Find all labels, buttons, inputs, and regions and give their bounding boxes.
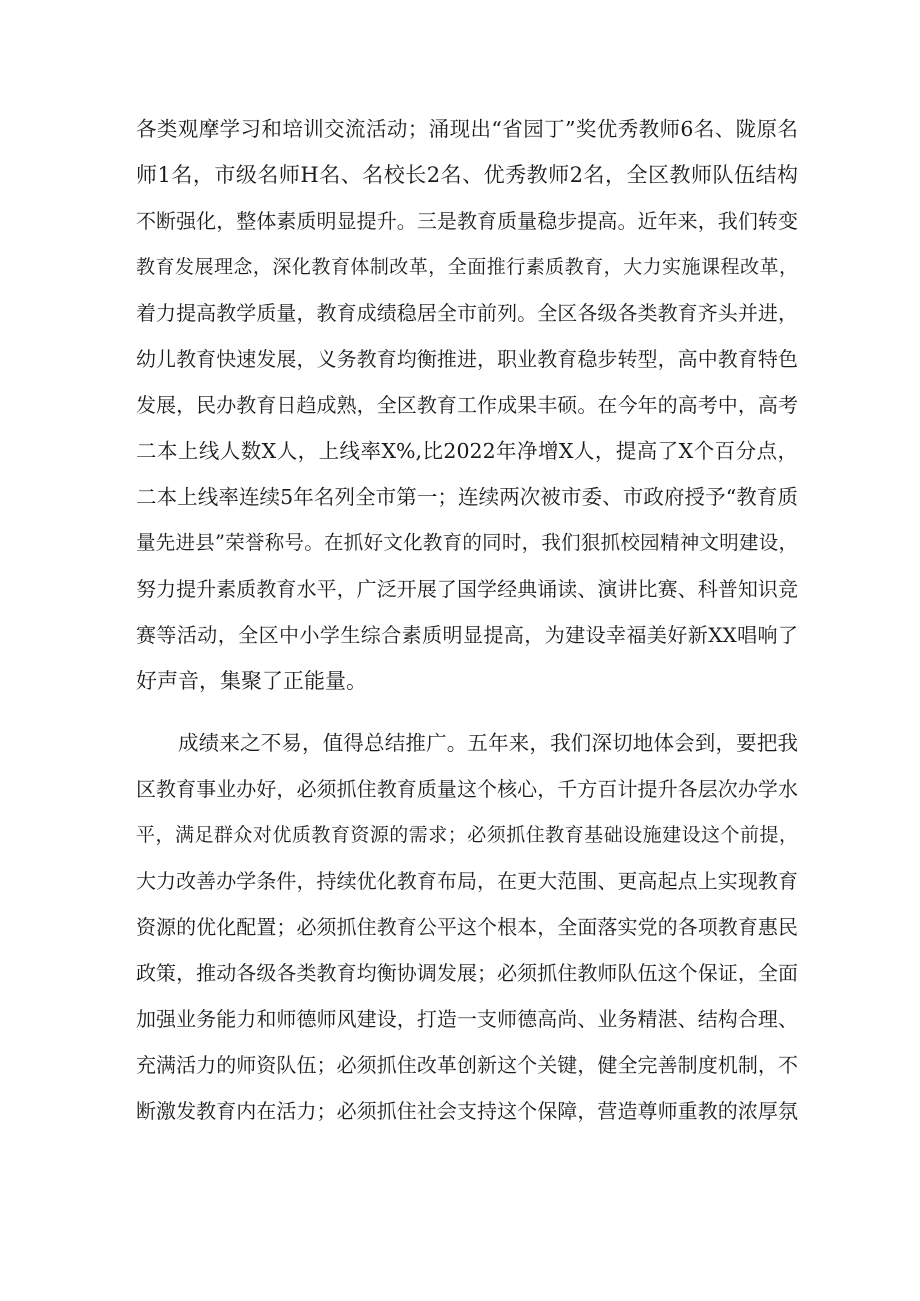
text-line: 区教育事业办好，必须抓住教育质量这个核心，千方百计提升各层次办学水 xyxy=(136,777,798,801)
text-line: 努力提升素质教育水平，广泛开展了国学经典诵读、演讲比赛、科普知识竞 xyxy=(136,577,798,601)
text-line: 加强业务能力和师德师风建设，打造一支师德高尚、业务精湛、结构合理、 xyxy=(136,1007,798,1031)
text-line: 着力提高教学质量，教育成绩稳居全市前列。全区各级各类教育齐头并进， xyxy=(136,301,798,325)
text-line: 量先进县”荣誉称号。在抓好文化教育的同时，我们狠抓校园精神文明建设， xyxy=(136,531,798,554)
text-line: 幼儿教育快速发展，义务教育均衡推进，职业教育稳步转型，高中教育特色 xyxy=(136,347,798,371)
text-line: 发展，民办教育日趋成熟，全区教育工作成果丰硕。在今年的高考中，高考 xyxy=(136,393,798,417)
text-line: 好声音，集聚了正能量。 xyxy=(136,669,367,693)
text-line: 政策，推动各级各类教育均衡协调发展；必须抓住教师队伍这个保证，全面 xyxy=(136,961,798,985)
text-line: 二本上线率连续5年名列全市第一；连续两次被市委、市政府授予“教育质 xyxy=(136,485,798,509)
text-line: 大力改善办学条件，持续优化教育布局，在更大范围、更高起点上实现教育 xyxy=(136,869,798,893)
text-line: 成绩来之不易，值得总结推广。五年来，我们深切地体会到，要把我 xyxy=(178,731,798,755)
text-line: 资源的优化配置；必须抓住教育公平这个根本，全面落实党的各项教育惠民 xyxy=(136,915,798,939)
text-line: 各类观摩学习和培训交流活动；涌现出“省园丁”奖优秀教师6名、陇原名 xyxy=(136,117,798,141)
text-line: 师1名，市级名师H名、名校长2名、优秀教师2名，全区教师队伍结构 xyxy=(136,163,798,187)
text-line: 不断强化，整体素质明显提升。三是教育质量稳步提高。近年来，我们转变 xyxy=(136,209,798,233)
text-line: 平，满足群众对优质教育资源的需求；必须抓住教育基础设施建设这个前提， xyxy=(136,824,798,846)
text-line: 断激发教育内在活力；必须抓住社会支持这个保障，营造尊师重教的浓厚氛 xyxy=(136,1099,798,1123)
text-line: 教育发展理念，深化教育体制改革，全面推行素质教育，大力实施课程改革， xyxy=(136,256,798,278)
text-line: 充满活力的师资队伍；必须抓住改革创新这个关键，健全完善制度机制，不 xyxy=(136,1053,798,1077)
text-line: 二本上线人数X人，上线率X%,比2022年净增X人，提高了X个百分点， xyxy=(136,439,798,463)
text-line: 赛等活动，全区中小学生综合素质明显提高，为建设幸福美好新XX唱响了 xyxy=(136,623,798,647)
